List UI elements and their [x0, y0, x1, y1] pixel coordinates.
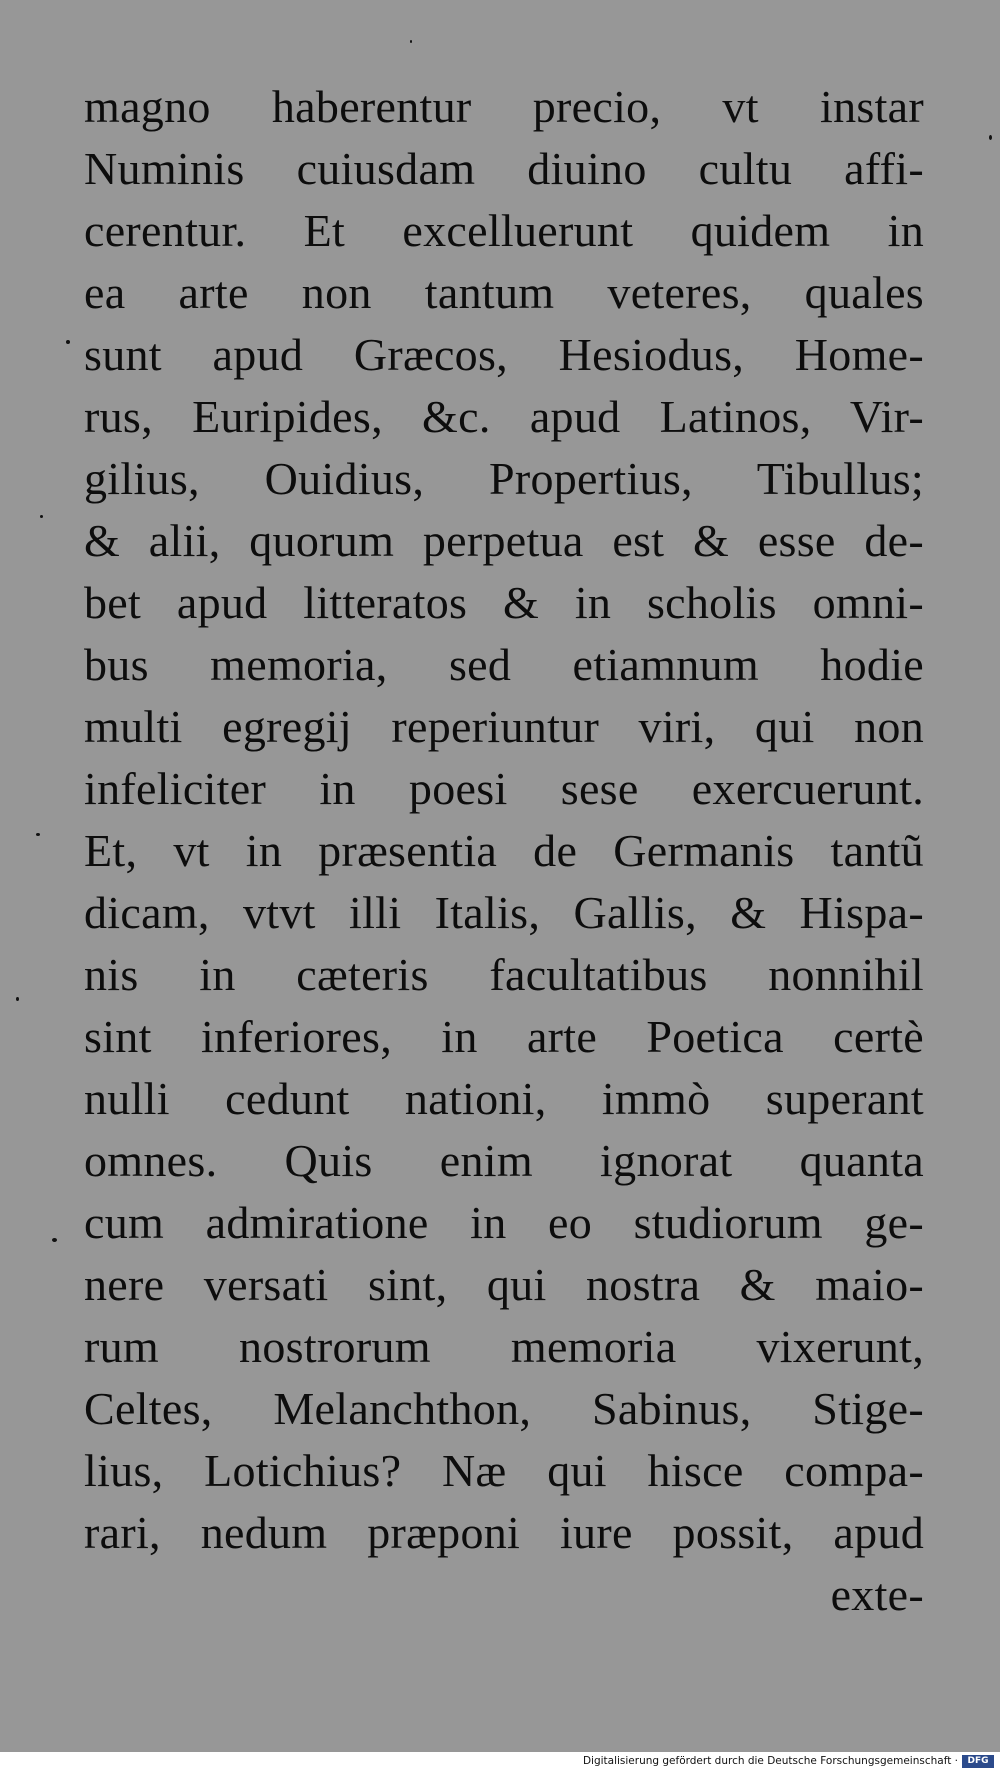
text-line: nis in cæteris facultatibus nonnihil: [84, 949, 924, 1000]
text-line: dicam, vtvt illi Italis, Gallis, & Hispa-: [84, 887, 924, 938]
text-line: omnes. Quis enim ignorat quanta: [84, 1135, 924, 1186]
scan-speck: [16, 997, 19, 1001]
text-line: infeliciter in poesi sese exercuerunt.: [84, 763, 924, 814]
scan-speck: [66, 340, 70, 344]
text-line: cum admiratione in eo studiorum ge-: [84, 1197, 924, 1248]
text-line: sunt apud Græcos, Hesiodus, Home-: [84, 329, 924, 380]
text-line: bus memoria, sed etiamnum hodie: [84, 639, 924, 690]
text-line: cerentur. Et excelluerunt quidem in: [84, 205, 924, 256]
dfg-logo: DFG: [962, 1755, 994, 1768]
text-line: lius, Lotichius? Næ qui hisce compa-: [84, 1445, 924, 1496]
text-line: nulli cedunt nationi, immò superant: [84, 1073, 924, 1124]
text-line: sint inferiores, in arte Poetica certè: [84, 1011, 924, 1062]
text-line: & alii, quorum perpetua est & esse de-: [84, 515, 924, 566]
text-line: rum nostrorum memoria vixerunt,: [84, 1321, 924, 1372]
text-line: ea arte non tantum veteres, quales: [84, 267, 924, 318]
scan-speck: [52, 1238, 57, 1242]
text-line: nere versati sint, qui nostra & maio-: [84, 1259, 924, 1310]
body-text: [84, 76, 924, 1626]
text-line: gilius, Ouidius, Propertius, Tibullus;: [84, 453, 924, 504]
text-line: multi egregij reperiuntur viri, qui non: [84, 701, 924, 752]
text-line: rari, nedum præponi iure possit, apud: [84, 1507, 924, 1558]
text-line: rus, Euripides, &c. apud Latinos, Vir-: [84, 391, 924, 442]
text-line: bet apud litteratos & in scholis omni-: [84, 577, 924, 628]
digitization-credit: Digitalisierung gefördert durch die Deutsche Forschungsgemeinschaft ·: [582, 1755, 958, 1767]
text-line: Numinis cuiusdam diuino cultu affi-: [84, 143, 924, 194]
text-line: Celtes, Melanchthon, Sabinus, Stige-: [84, 1383, 924, 1434]
catchword: exte-: [830, 1569, 924, 1620]
text-line: Et, vt in præsentia de Germanis tantũ: [84, 825, 924, 876]
scan-speck: [989, 135, 992, 140]
footer-bar: [0, 1752, 1000, 1771]
text-line: magno haberentur precio, vt instar: [84, 81, 924, 132]
scan-speck: [36, 833, 40, 836]
scan-speck: [410, 40, 412, 43]
scan-speck: [40, 515, 43, 518]
